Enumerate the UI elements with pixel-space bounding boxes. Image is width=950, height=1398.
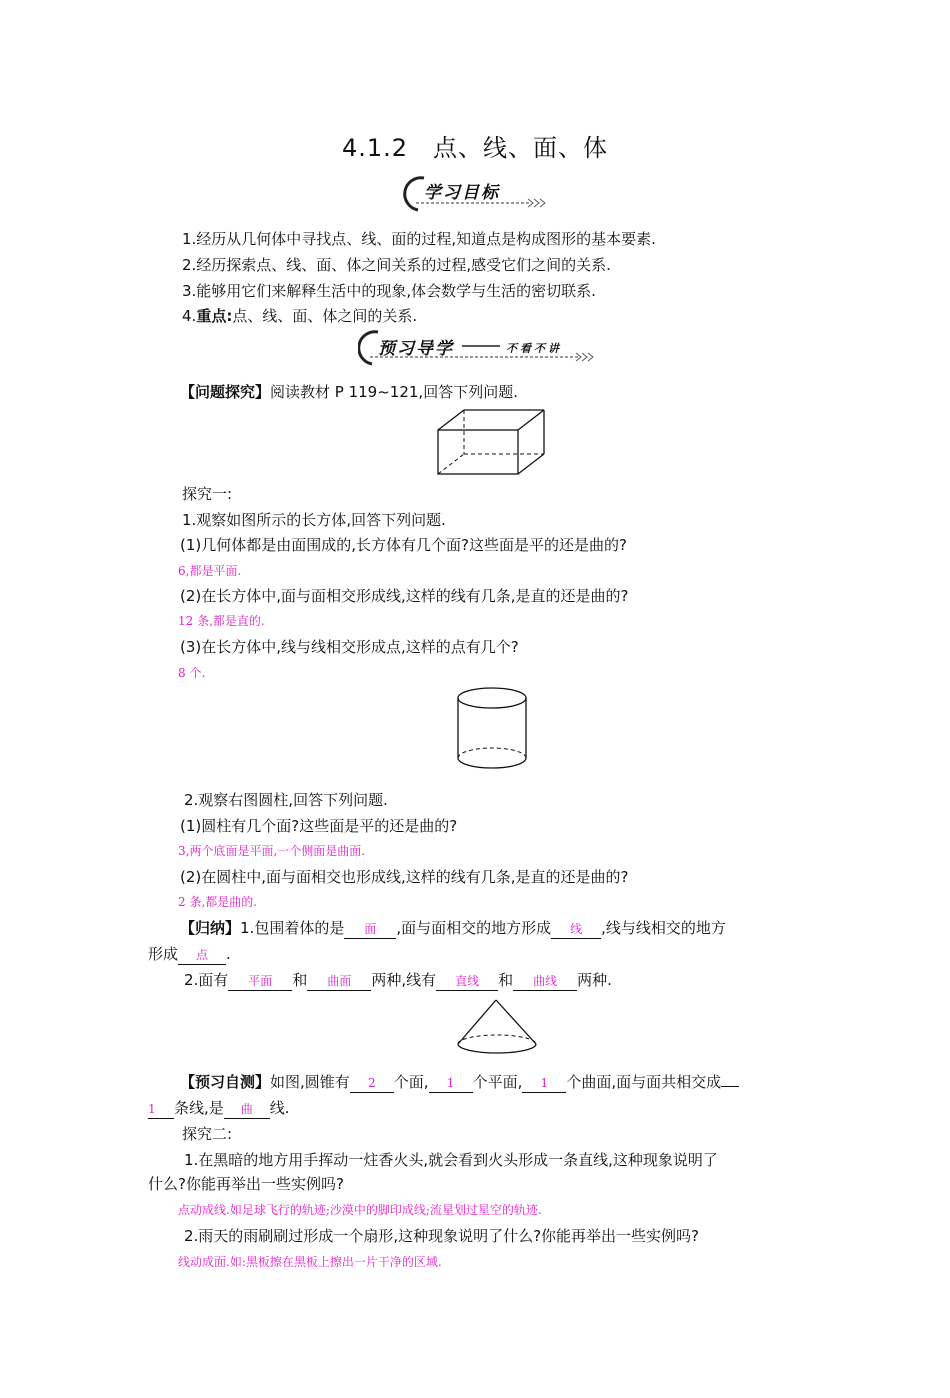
cuboid-figure [434, 406, 554, 478]
fill-blank: 1 [148, 1100, 174, 1119]
objective-item: 3.能够用它们来解释生活中的现象,体会数学与生活的密切联系. [182, 282, 596, 300]
fill-blank: 面 [344, 920, 396, 939]
explore2-heading: 探究二: [182, 1125, 233, 1143]
question: 1.观察如图所示的长方体,回答下列问题. [182, 511, 446, 529]
selftest-line-2: 1 条线,是 曲 线. [148, 1099, 290, 1117]
problem-line: 【问题探究】阅读教材 P 119~121,回答下列问题. [180, 383, 518, 401]
summary-line-1: 【归纳】1.包围着体的是 面 ,面与面相交的地方形成 线 ,线与线相交的地方 [180, 919, 726, 937]
answer: 6,都是平面. [178, 564, 242, 578]
answer: 8 个. [178, 666, 206, 680]
question: (2)在长方体中,面与面相交形成线,这样的线有几条,是直的还是曲的? [180, 587, 629, 605]
question: 什么?你能再举出一些实例吗? [148, 1175, 344, 1193]
cylinder-figure [452, 684, 532, 780]
fill-blank: 1 [522, 1074, 566, 1093]
page-title: 4.1.2 点、线、面、体 [341, 134, 609, 162]
question: 1.在黑暗的地方用手挥动一炷香火头,就会看到火头形成一条直线,这种现象说明了 [184, 1151, 718, 1169]
preview-banner-title: 预习导学 [378, 339, 454, 359]
preview-banner-subtitle: 不看不讲 [506, 342, 562, 355]
answer: 线动成面.如:黑板擦在黑板上擦出一片干净的区域. [178, 1255, 442, 1269]
answer: 12 条,都是直的. [178, 614, 265, 628]
preview-banner [358, 326, 598, 370]
question: (1)圆柱有几个面?这些面是平的还是曲的? [180, 817, 458, 835]
fill-blank: 1 [429, 1074, 473, 1093]
explore1-heading: 探究一: [182, 485, 233, 503]
selftest-line-1: 【预习自测】如图,圆锥有 2 个面, 1 个平面, 1 个曲面,面与面共相交成 [180, 1072, 739, 1093]
answer: 3,两个底面是平面,一个侧面是曲面. [178, 844, 366, 858]
summary-line-1b: 形成 点 . [148, 945, 231, 963]
fill-blank: 2 [350, 1074, 394, 1093]
objectives-banner-title: 学习目标 [424, 183, 500, 203]
objective-item: 1.经历从几何体中寻找点、线、面的过程,知道点是构成图形的基本要素. [182, 230, 656, 248]
summary-line-2: 2.面有 平面 和 曲面 两种,线有 直线 和 曲线 两种. [184, 971, 612, 989]
fill-blank: 平面 [228, 972, 292, 991]
cone-figure [452, 996, 544, 1060]
question: (1)几何体都是由面围成的,长方体有几个面?这些面是平的还是曲的? [180, 536, 627, 554]
objectives-banner [402, 172, 552, 216]
fill-blank: 线 [551, 920, 601, 939]
question: 2.观察右图圆柱,回答下列问题. [184, 791, 388, 809]
question: (3)在长方体中,线与线相交形成点,这样的点有几个? [180, 638, 519, 656]
fill-blank: 曲面 [307, 972, 371, 991]
answer: 2 条,都是曲的. [178, 895, 258, 909]
fill-blank: 直线 [436, 972, 498, 991]
answer: 点动成线.如足球飞行的轨迹;沙漠中的脚印成线;流星划过星空的轨迹. [178, 1203, 542, 1217]
fill-blank: 曲线 [513, 972, 577, 991]
objective-item: 4.重点:点、线、面、体之间的关系. [182, 307, 418, 325]
question: (2)在圆柱中,面与面相交也形成线,这样的线有几条,是直的还是曲的? [180, 868, 629, 886]
question: 2.雨天的雨刷刷过形成一个扇形,这种现象说明了什么?你能再举出一些实例吗? [184, 1227, 700, 1245]
objective-item: 2.经历探索点、线、面、体之间关系的过程,感受它们之间的关系. [182, 256, 611, 274]
fill-blank: 曲 [224, 1100, 270, 1119]
fill-blank: 点 [178, 946, 226, 965]
